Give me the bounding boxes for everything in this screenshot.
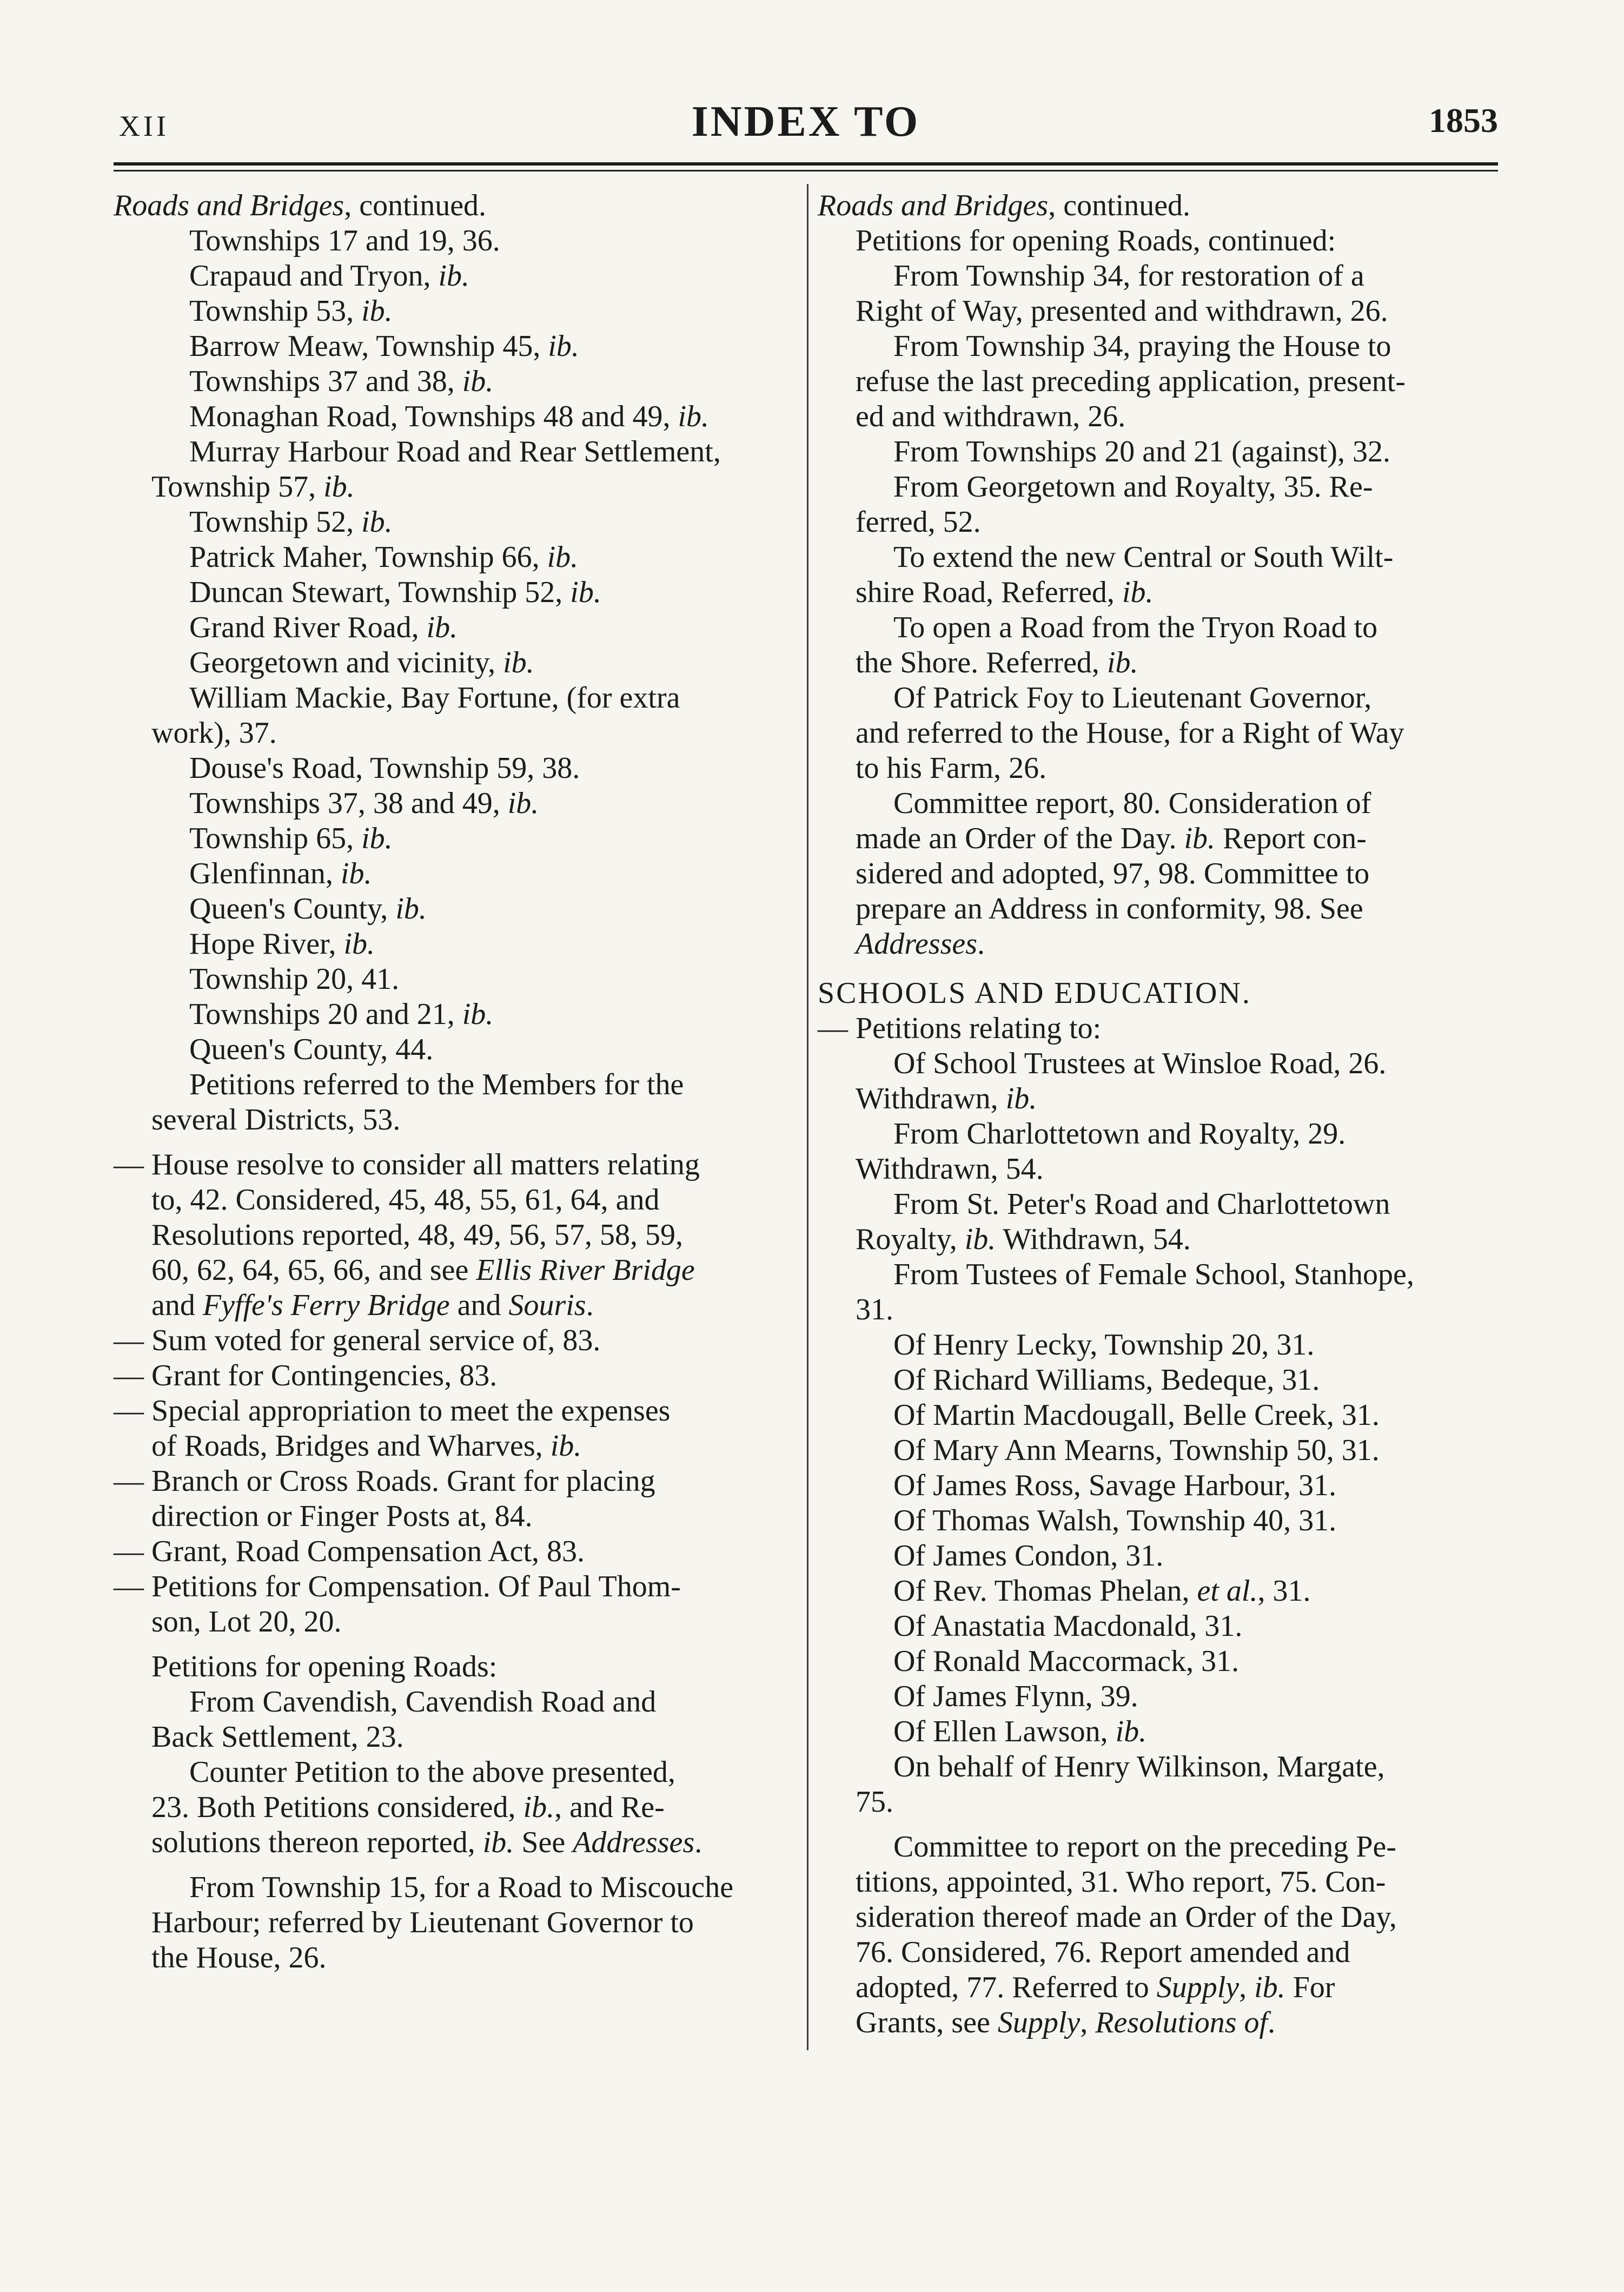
index-entry-line: — Branch or Cross Roads. Grant for placing: [114, 1464, 655, 1498]
index-entry-line: Harbour; referred by Lieutenant Governor to: [151, 1906, 694, 1939]
index-entry-line: Of Rev. Thomas Phelan, et al., 31.: [893, 1574, 1311, 1608]
index-entry-line: From Georgetown and Royalty, 35. Re-: [893, 470, 1373, 504]
entry-gap: [114, 1640, 800, 1649]
index-entry-line: ferred, 52.: [856, 505, 981, 539]
index-entry-line: Withdrawn, ib.: [856, 1082, 1037, 1115]
index-entry-line: Patrick Maher, Township 66, ib.: [189, 540, 579, 574]
index-entry-line: Of James Ross, Savage Harbour, 31.: [893, 1469, 1336, 1502]
index-entry-line: prepare an Address in conformity, 98. See: [856, 892, 1363, 926]
index-entry-line: — Petitions relating to:: [818, 1012, 1102, 1045]
column-divider: [807, 184, 808, 2050]
index-entry-line: Of James Flynn, 39.: [893, 1680, 1138, 1713]
index-entry-line: 60, 62, 64, 65, 66, and see Ellis River Bridge: [151, 1253, 695, 1287]
index-entry-line: From Township 15, for a Road to Miscouche: [189, 1871, 734, 1904]
index-entry-line: Addresses.: [856, 927, 985, 961]
index-entry-line: the Shore. Referred, ib.: [856, 646, 1138, 679]
index-entry-line: Roads and Bridges, continued.: [818, 189, 1191, 222]
index-entry-line: Of Ellen Lawson, ib.: [893, 1715, 1147, 1748]
index-entry-line: Of Anastatia Macdonald, 31.: [893, 1609, 1243, 1643]
index-entry-line: Monaghan Road, Townships 48 and 49, ib.: [189, 400, 709, 433]
index-entry-line: Murray Harbour Road and Rear Settlement,: [189, 435, 721, 468]
index-entry-line: To extend the new Central or South Wilt-: [893, 540, 1394, 574]
index-entry-line: Crapaud and Tryon, ib.: [189, 259, 470, 293]
index-entry-line: — House resolve to consider all matters relating: [114, 1148, 700, 1181]
index-entry-line: From Townships 20 and 21 (against), 32.: [893, 435, 1390, 468]
index-entry-line: and referred to the House, for a Right of Way: [856, 716, 1404, 750]
index-entry-line: and Fyffe's Ferry Bridge and Souris.: [151, 1289, 594, 1322]
index-entry-line: sidered and adopted, 97, 98. Committee to: [856, 857, 1370, 890]
index-entry-line: made an Order of the Day. ib. Report con-: [856, 822, 1367, 855]
page-title: INDEX TO: [691, 98, 920, 146]
index-entry-line: Roads and Bridges, continued.: [114, 189, 487, 222]
index-entry-line: sideration thereof made an Order of the Day,: [856, 1900, 1397, 1934]
index-entry-line: Of Richard Williams, Bedeque, 31.: [893, 1363, 1320, 1397]
index-entry-line: titions, appointed, 31. Who report, 75. Con-: [856, 1865, 1386, 1899]
index-entry-line: On behalf of Henry Wilkinson, Margate,: [893, 1750, 1385, 1784]
index-entry-line: Of Mary Ann Mearns, Township 50, 31.: [893, 1434, 1380, 1467]
index-entry-line: — Petitions for Compensation. Of Paul Thom-: [114, 1570, 681, 1603]
left-column: [114, 188, 800, 1976]
index-entry-line: Of Thomas Walsh, Township 40, 31.: [893, 1504, 1337, 1537]
entry-gap: [818, 1820, 1499, 1829]
index-entry-line: Of School Trustees at Winsloe Road, 26.: [893, 1047, 1387, 1080]
index-entry-line: Withdrawn, 54.: [856, 1152, 1044, 1186]
index-entry-line: Townships 37, 38 and 49, ib.: [189, 787, 539, 820]
index-entry-line: — Special appropriation to meet the expenses: [114, 1394, 671, 1428]
entry-gap: [818, 962, 1499, 972]
index-entry-line: 23. Both Petitions considered, ib., and Re-: [151, 1791, 665, 1824]
index-entry-line: Township 20, 41.: [189, 962, 400, 996]
index-entry-line: Township 65, ib.: [189, 822, 393, 855]
index-entry-line: 31.: [856, 1293, 893, 1326]
index-entry-line: Queen's County, 44.: [189, 1033, 434, 1066]
index-entry-line: Of Patrick Foy to Lieutenant Governor,: [893, 681, 1372, 715]
index-entry-line: Committee report, 80. Consideration of: [893, 787, 1371, 820]
index-entry-line: Back Settlement, 23.: [151, 1720, 404, 1754]
index-entry-line: Hope River, ib.: [189, 927, 375, 961]
index-entry-line: Townships 20 and 21, ib.: [189, 998, 494, 1031]
index-entry-line: From Township 34, for restoration of a: [893, 259, 1364, 293]
index-entry-line: son, Lot 20, 20.: [151, 1605, 342, 1639]
header-rule-thick: [114, 162, 1498, 166]
index-entry-line: Right of Way, presented and withdrawn, 26.: [856, 294, 1388, 328]
index-entry-line: solutions thereon reported, ib. See Addresses.: [151, 1826, 702, 1859]
index-entry-line: several Districts, 53.: [151, 1103, 401, 1137]
index-entry-line: Queen's County, ib.: [189, 892, 427, 926]
index-entry-line: Township 52, ib.: [189, 505, 393, 539]
index-entry-line: Douse's Road, Township 59, 38.: [189, 751, 580, 785]
index-entry-line: adopted, 77. Referred to Supply, ib. For: [856, 1971, 1335, 2004]
index-entry-line: Resolutions reported, 48, 49, 56, 57, 58, 59,: [151, 1218, 684, 1252]
index-entry-line: William Mackie, Bay Fortune, (for extra: [189, 681, 680, 715]
header-rule-thin: [114, 170, 1498, 171]
index-entry-line: refuse the last preceding application, present-: [856, 365, 1406, 398]
index-entry-line: From Cavendish, Cavendish Road and: [189, 1685, 657, 1719]
index-entry-line: work), 37.: [151, 716, 277, 750]
index-entry-line: Of Martin Macdougall, Belle Creek, 31.: [893, 1398, 1380, 1432]
index-entry-line: Counter Petition to the above presented,: [189, 1755, 675, 1789]
right-column: [818, 188, 1499, 2040]
index-entry-line: Royalty, ib. Withdrawn, 54.: [856, 1223, 1191, 1256]
index-entry-line: Glenfinnan, ib.: [189, 857, 372, 890]
index-entry-line: 75.: [856, 1785, 893, 1819]
index-entry-line: From Charlottetown and Royalty, 29.: [893, 1117, 1346, 1151]
index-entry-line: Georgetown and vicinity, ib.: [189, 646, 534, 679]
index-entry-line: — Sum voted for general service of, 83.: [114, 1324, 601, 1357]
index-entry-line: to, 42. Considered, 45, 48, 55, 61, 64, and: [151, 1183, 660, 1217]
index-entry-line: Of Henry Lecky, Township 20, 31.: [893, 1328, 1315, 1362]
index-entry-line: Of Ronald Maccormack, 31.: [893, 1644, 1239, 1678]
index-entry-line: From Township 34, praying the House to: [893, 329, 1391, 363]
index-entry-line: Committee to report on the preceding Pe-: [893, 1830, 1396, 1864]
entry-gap: [114, 1860, 800, 1870]
index-entry-line: of Roads, Bridges and Wharves, ib.: [151, 1429, 582, 1463]
index-entry-line: Township 57, ib.: [151, 470, 355, 504]
index-entry-line: From Tustees of Female School, Stanhope,: [893, 1258, 1414, 1291]
index-entry-line: Petitions for opening Roads, continued:: [856, 224, 1336, 257]
index-entry-line: Duncan Stewart, Township 52, ib.: [189, 576, 601, 609]
index-entry-line: shire Road, Referred, ib.: [856, 576, 1154, 609]
index-entry-line: to his Farm, 26.: [856, 751, 1047, 785]
index-entry-line: To open a Road from the Tryon Road to: [893, 611, 1378, 644]
index-entry-line: Townships 37 and 38, ib.: [189, 365, 494, 398]
index-entry-line: Grand River Road, ib.: [189, 611, 458, 644]
page-year: 1853: [1429, 101, 1498, 140]
index-entry-line: Townships 17 and 19, 36.: [189, 224, 500, 257]
page-header: [114, 97, 1498, 157]
index-entry-line: ed and withdrawn, 26.: [856, 400, 1126, 433]
index-entry-line: Township 53, ib.: [189, 294, 393, 328]
page-number: XII: [119, 110, 169, 142]
section-heading: SCHOOLS AND EDUCATION.: [818, 976, 1251, 1010]
index-entry-line: direction or Finger Posts at, 84.: [151, 1500, 533, 1533]
index-entry-line: the House, 26.: [151, 1941, 327, 1974]
index-entry-line: — Grant for Contingencies, 83.: [114, 1359, 498, 1392]
entry-gap: [114, 1138, 800, 1147]
index-entry-line: Petitions referred to the Members for the: [189, 1068, 684, 1101]
index-entry-line: Petitions for opening Roads:: [151, 1650, 498, 1683]
index-entry-line: 76. Considered, 76. Report amended and: [856, 1936, 1350, 1969]
index-entry-line: — Grant, Road Compensation Act, 83.: [114, 1535, 585, 1568]
index-entry-line: Grants, see Supply, Resolutions of.: [856, 2006, 1276, 2039]
index-entry-line: Barrow Meaw, Township 45, ib.: [189, 329, 579, 363]
index-entry-line: From St. Peter's Road and Charlottetown: [893, 1187, 1390, 1221]
index-entry-line: Of James Condon, 31.: [893, 1539, 1164, 1573]
